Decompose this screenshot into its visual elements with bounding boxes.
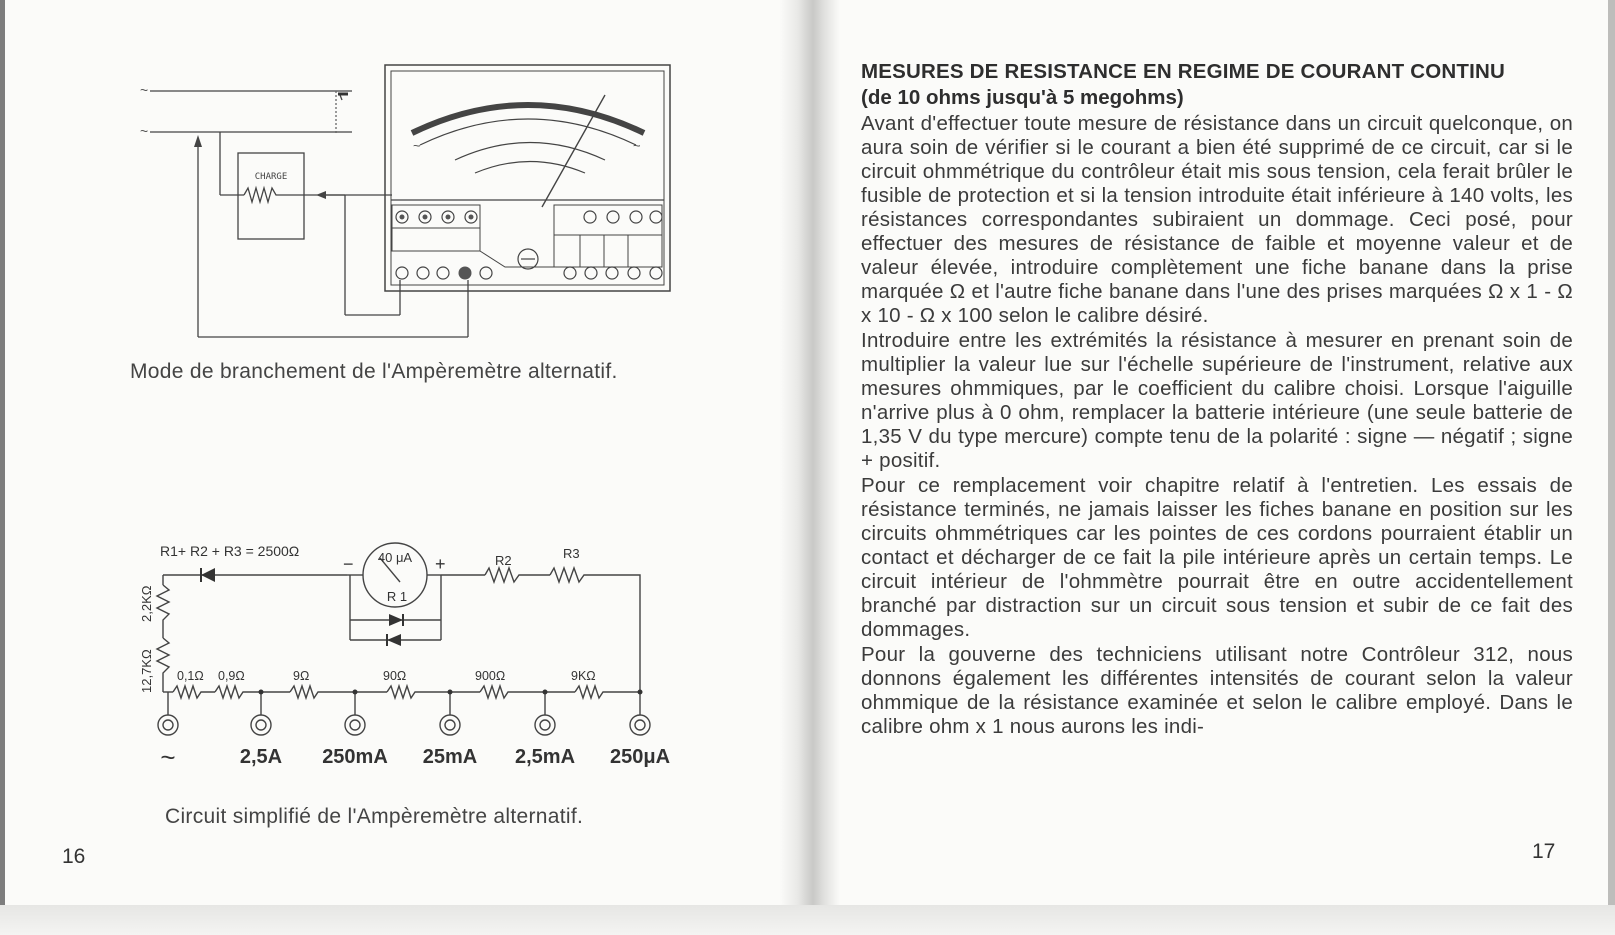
paragraph: Pour la gouverne des techniciens utilisant notre Contrôleur 312, nous donnons également les différentes intensités de courant selon la valeur ohmmique de la résistance examinée et selon le calibre employé. Dans le calibre ohm x 1 nous aurons les indi- [861, 643, 1573, 738]
paragraph: Avant d'effectuer toute mesure de résistance dans un circuit quelconque, on aura soin de vérifier si le courant a bien été supprimé de ce circuit, car si le circuit ohmmétrique du contrôleur était mis sous tension, cela ferait brûler le fusible de protection et si la tension introduite était inférieure à 140 volts, les résistances correspondantes subiraient un dommage. Ceci posé, pour effectuer des mesures de résistance de faible et moyenne valeur et de valeur élevée, introduire complètement une fiche banane dans la prise marquée Ω et l'autre fiche banane dans l'une des prises marquées Ω x 1 - Ω x 10 - Ω x 100 selon le calibre désiré. [861, 112, 1573, 327]
paragraph: Introduire entre les extrémités la résistance à mesurer en prenant soin de multiplier la valeur lue sur l'échelle supérieure de l'instrument, relative aux mesures ohmmiques, par le coefficient du calibre choisi. Lorsque l'aiguille n'arrive plus à 0 ohm, remplacer la batterie intérieure (une seule batterie de 1,35 V du type mercure) compte tenu de la polarité : signe — négatif ; signe + positif. [861, 329, 1573, 472]
formula-label: R1+ R2 + R3 = 2500Ω [160, 543, 300, 559]
wiring-diagram [130, 55, 700, 355]
shunt-label: 900Ω [475, 669, 506, 683]
book-gutter [780, 0, 840, 935]
shunt-label: 0,1Ω [177, 669, 204, 683]
terminal-label: 2,5A [239, 746, 283, 768]
terminal-label: 250μA [609, 746, 671, 768]
shunt-label: 9Ω [293, 669, 310, 683]
section-title: MESURES DE RESISTANCE EN REGIME DE COURANT CONTINU [861, 60, 1506, 83]
charge-label: CHARGE [254, 172, 288, 182]
scale-tilde-left: ~ [413, 138, 421, 153]
page-edge-bottom [0, 905, 1615, 935]
mains-tilde-1: ~ [140, 82, 149, 98]
scale-tilde-right: ~ [633, 138, 641, 153]
circuit-diagram [125, 530, 695, 780]
page-edge-left [0, 0, 5, 935]
terminal-label: 250mA [322, 746, 388, 768]
meter-label: 40 μA [377, 550, 413, 565]
shunt-label: 90Ω [383, 669, 407, 683]
meter-plus: + [435, 554, 446, 574]
shunt-label: 9KΩ [571, 669, 596, 683]
terminal-label: 2,5mA [514, 746, 576, 768]
page-number-right: 17 [1532, 840, 1556, 863]
mains-tilde-2: ~ [140, 123, 149, 139]
meter-minus: − [343, 554, 354, 574]
page-edge-right [1608, 0, 1615, 935]
terminal-label: ~ [160, 742, 176, 772]
page-number-left: 16 [62, 845, 86, 868]
r2-label: R2 [495, 553, 512, 568]
res-2k2-label: 2,2KΩ [139, 585, 154, 622]
shunt-label: 0,9Ω [218, 669, 245, 683]
meter-r1-label: R 1 [386, 589, 408, 604]
r3-label: R3 [563, 546, 580, 561]
caption-wiring: Mode de branchement de l'Ampèremètre alternatif. [130, 360, 618, 383]
res-12k7-label: 12,7KΩ [139, 649, 154, 693]
right-page-text [861, 60, 1573, 739]
section-subtitle: (de 10 ohms jusqu'à 5 megohms) [861, 86, 1184, 109]
paragraph: Pour ce remplacement voir chapitre relatif à l'entretien. Les essais de résistance terminés, ne jamais laisser les fiches banane en position sur les circuits ohmmétriques car les pointes de ces cordons pourraient établir un contact et décharger de ce fait la pile intérieure après un certain temps. Le circuit intérieur de l'ohmmètre pourrait être en outre accidentellement branché par distraction sur un circuit sous tension et subir de ce fait des dommages. [861, 474, 1573, 641]
caption-circuit: Circuit simplifié de l'Ampèremètre alternatif. [165, 805, 584, 828]
terminal-label: 25mA [422, 746, 478, 768]
